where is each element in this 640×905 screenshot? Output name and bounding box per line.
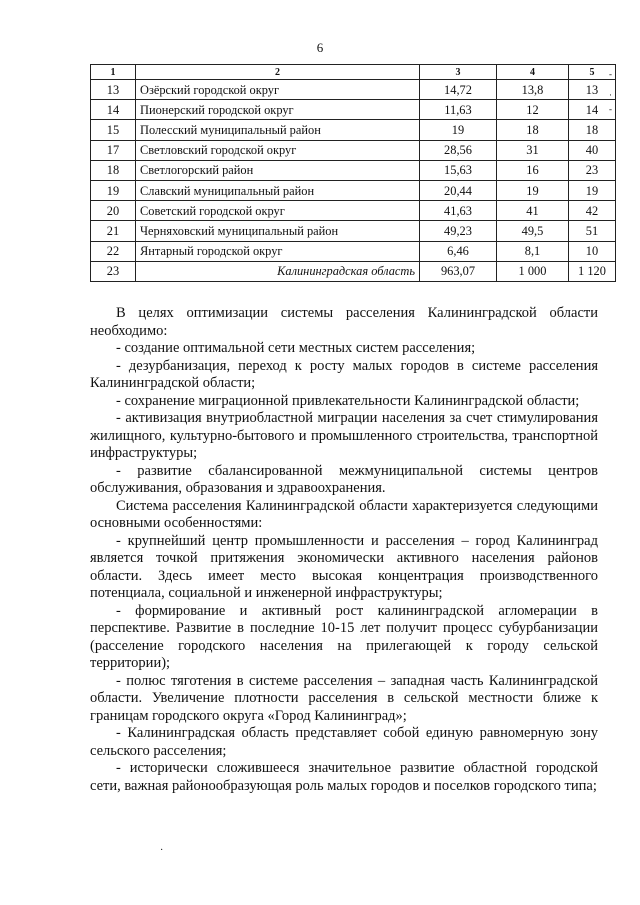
region-total-name: Калининградская область <box>136 261 420 281</box>
value-col-4: 19 <box>497 180 569 200</box>
total-col-5: 1 120 <box>569 261 616 281</box>
body-text <box>90 305 598 795</box>
margin-mark: · <box>609 90 612 100</box>
table-row <box>91 120 616 140</box>
total-col-3: 963,07 <box>420 261 497 281</box>
value-col-4: 18 <box>497 120 569 140</box>
feature-item: - исторически сложившееся значительное развитие областной городской сети, важная районообразующая роль малых городов и поселков городского типа; <box>90 760 598 794</box>
goal-item: - создание оптимальной сети местных систем расселения; <box>116 340 476 356</box>
table-row <box>91 201 616 221</box>
goal-item: - дезурбанизация, переход к росту малых городов в системе расселения Калининградской области; <box>90 357 598 391</box>
value-col-4: 12 <box>497 100 569 120</box>
header-cell-5: 5 <box>569 65 616 80</box>
row-number: 22 <box>91 241 136 261</box>
row-number: 17 <box>91 140 136 160</box>
municipality-name: Озёрский городской округ <box>136 80 420 100</box>
feature-item: - крупнейший центр промышленности и расселения – город Калининград является точкой притяжения экономически активного населения районов области. Здесь имеет место высокая концентрация производственного потенциала, социальной и инженерной инфраструктуры; <box>90 532 598 601</box>
value-col-4: 13,8 <box>497 80 569 100</box>
page-number: 6 <box>316 40 324 55</box>
value-col-4: 31 <box>497 140 569 160</box>
municipality-name: Пионерский городской округ <box>136 100 420 120</box>
value-col-5: 13 <box>569 80 616 100</box>
value-col-5: 40 <box>569 140 616 160</box>
value-col-5: 10 <box>569 241 616 261</box>
feature-item: - формирование и активный рост калининградской агломерации в перспективе. Развитие в последние 10-15 лет получит процесс субурбанизации (расселение городского населения на прилегающей к городу сельской территории); <box>90 602 598 671</box>
value-col-4: 8,1 <box>497 241 569 261</box>
value-col-3: 28,56 <box>420 140 497 160</box>
value-col-5: 51 <box>569 221 616 241</box>
table-row <box>91 80 616 100</box>
features-intro-paragraph: Система расселения Калининградской области характеризуется следующими основными особенностями: <box>90 497 598 531</box>
municipality-name: Светлогорский район <box>136 160 420 180</box>
header-cell-3: 3 <box>420 65 497 80</box>
total-col-4: 1 000 <box>497 261 569 281</box>
municipality-name: Советский городской округ <box>136 201 420 221</box>
value-col-3: 14,72 <box>420 80 497 100</box>
settlement-table <box>90 64 616 282</box>
table-total-row <box>91 261 616 281</box>
table-row <box>91 100 616 120</box>
municipality-name: Черняховский муниципальный район <box>136 221 420 241</box>
value-col-5: 19 <box>569 180 616 200</box>
feature-item: - полюс тяготения в системе расселения – западная часть Калининградской области. Увеличение плотности расселения в сельской местности ближе к границам городского округа «Город Калининград»; <box>90 672 598 724</box>
goal-item: - активизация внутриобластной миграции населения за счет стимулирования жилищного, культурно-бытового и промышленного строительства, транспортной инфраструктуры; <box>90 410 598 461</box>
value-col-3: 41,63 <box>420 201 497 221</box>
header-cell-4: 4 <box>497 65 569 80</box>
value-col-5: 42 <box>569 201 616 221</box>
row-number: 13 <box>91 80 136 100</box>
table-row <box>91 180 616 200</box>
value-col-4: 16 <box>497 160 569 180</box>
feature-item: - Калининградская область представляет собой единую равномерную зону сельского расселения; <box>90 725 598 759</box>
intro-paragraph: В целях оптимизации системы расселения Калининградской области необходимо: <box>90 305 598 339</box>
value-col-3: 19 <box>420 120 497 140</box>
value-col-3: 6,46 <box>420 241 497 261</box>
municipality-name: Полесский муниципальный район <box>136 120 420 140</box>
table-header-row <box>91 65 616 80</box>
municipality-name: Янтарный городской округ <box>136 241 420 261</box>
value-col-3: 15,63 <box>420 160 497 180</box>
row-number: 14 <box>91 100 136 120</box>
value-col-4: 49,5 <box>497 221 569 241</box>
header-cell-1: 1 <box>91 65 136 80</box>
row-number: 19 <box>91 180 136 200</box>
row-number: 20 <box>91 201 136 221</box>
table-row <box>91 241 616 261</box>
value-col-3: 20,44 <box>420 180 497 200</box>
table-row <box>91 221 616 241</box>
goal-item: - сохранение миграционной привлекательности Калининградской области; <box>116 392 580 409</box>
municipality-name: Славский муниципальный район <box>136 180 420 200</box>
goal-item: - развитие сбалансированной межмуниципальной системы центров обслуживания, образования и здравоохранения. <box>90 462 598 496</box>
row-number: 15 <box>91 120 136 140</box>
value-col-5: 23 <box>569 160 616 180</box>
value-col-5: 14 <box>569 100 616 120</box>
header-cell-2: 2 <box>136 65 420 80</box>
margin-mark: - <box>609 104 612 114</box>
table-row <box>91 140 616 160</box>
value-col-5: 18 <box>569 120 616 140</box>
margin-mark: - <box>609 69 612 79</box>
municipality-name: Светловский городской округ <box>136 140 420 160</box>
table-row <box>91 160 616 180</box>
row-number: 21 <box>91 221 136 241</box>
stray-mark: · <box>160 845 164 856</box>
row-number: 18 <box>91 160 136 180</box>
value-col-3: 11,63 <box>420 100 497 120</box>
value-col-4: 41 <box>497 201 569 221</box>
value-col-3: 49,23 <box>420 221 497 241</box>
row-number: 23 <box>91 261 136 281</box>
